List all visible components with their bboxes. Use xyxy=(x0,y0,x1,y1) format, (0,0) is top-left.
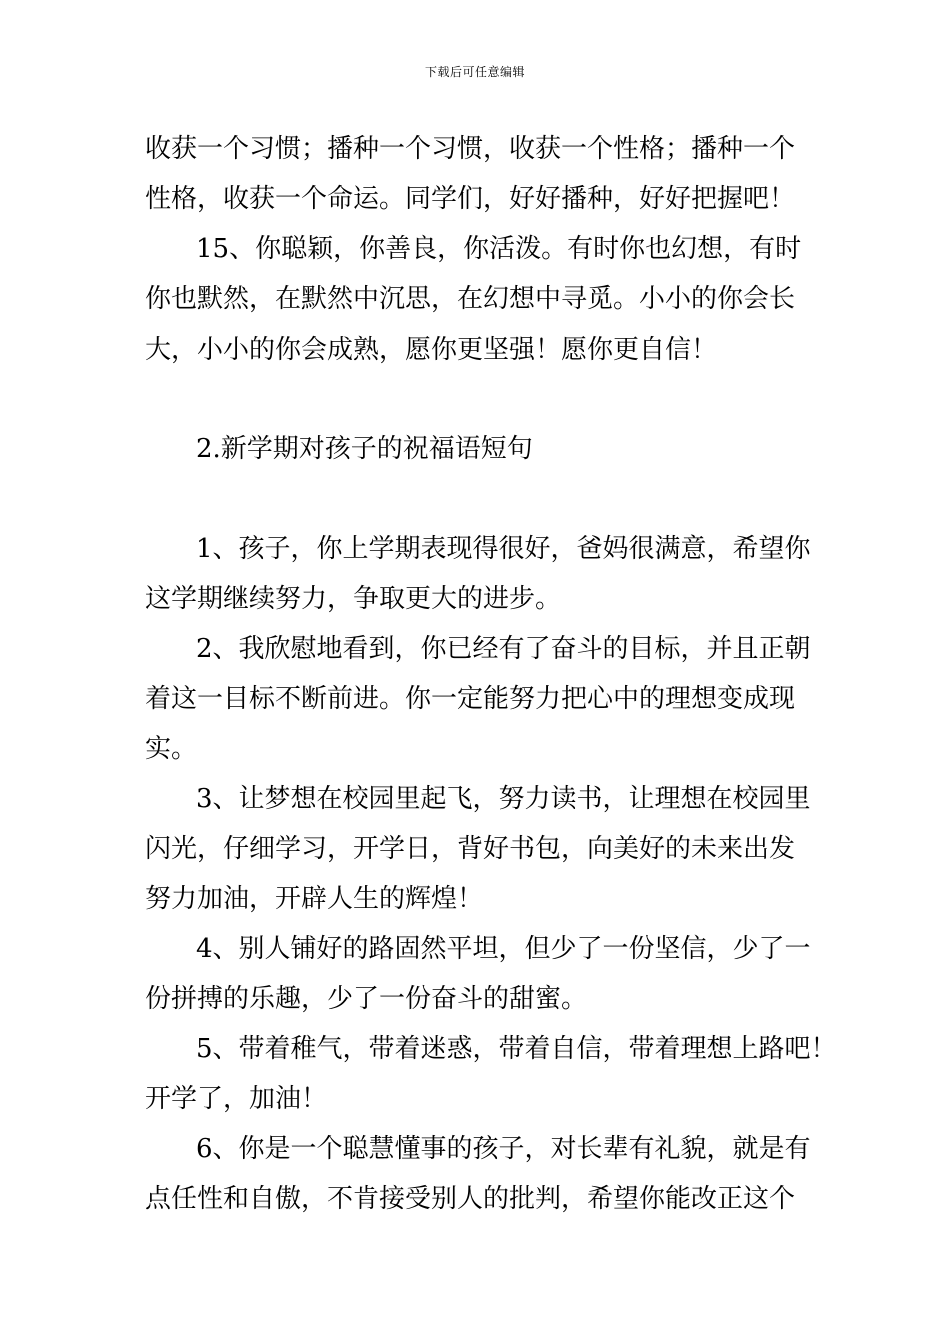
paragraph-line: 这学期继续努力，争取更大的进步。 xyxy=(145,584,562,614)
paragraph-line: 开学了，加油！ xyxy=(145,1084,328,1114)
section-heading: 2.新学期对孩子的祝福语短句 xyxy=(196,434,533,464)
paragraph-line: 2、我欣慰地看到，你已经有了奋斗的目标，并且正朝 xyxy=(196,634,811,664)
paragraph-line: 收获一个习惯；播种一个习惯，收获一个性格；播种一个 xyxy=(145,134,796,164)
paragraph-line: 5、带着稚气，带着迷惑，带着自信，带着理想上路吧！ xyxy=(196,1034,837,1064)
paragraph-line: 15、你聪颖，你善良，你活泼。有时你也幻想，有时 xyxy=(196,234,802,264)
paragraph-line: 3、让梦想在校园里起飞，努力读书，让理想在校园里 xyxy=(196,784,811,814)
paragraph-line: 4、别人铺好的路固然平坦，但少了一份坚信，少了一 xyxy=(196,934,811,964)
paragraph-line: 1、孩子，你上学期表现得很好，爸妈很满意，希望你 xyxy=(196,534,811,564)
paragraph-line: 份拼搏的乐趣，少了一份奋斗的甜蜜。 xyxy=(145,984,588,1014)
page-header: 下载后可任意编辑 xyxy=(424,65,525,79)
paragraph-line: 实。 xyxy=(145,734,198,764)
paragraph-line: 闪光，仔细学习，开学日，背好书包，向美好的未来出发 xyxy=(145,834,796,864)
paragraph-line: 大，小小的你会成熟，愿你更坚强！愿你更自信！ xyxy=(145,335,718,365)
paragraph-line: 你也默然，在默然中沉思，在幻想中寻觅。小小的你会长 xyxy=(145,284,796,314)
paragraph-line: 性格，收获一个命运。同学们，好好播种，好好把握吧！ xyxy=(145,184,796,214)
paragraph-line: 6、你是一个聪慧懂事的孩子，对长辈有礼貌，就是有 xyxy=(196,1134,811,1164)
paragraph-line: 着这一目标不断前进。你一定能努力把心中的理想变成现 xyxy=(145,684,796,714)
paragraph-line: 努力加油，开辟人生的辉煌！ xyxy=(145,884,484,914)
paragraph-line: 点任性和自傲，不肯接受别人的批判，希望你能改正这个 xyxy=(145,1184,796,1214)
